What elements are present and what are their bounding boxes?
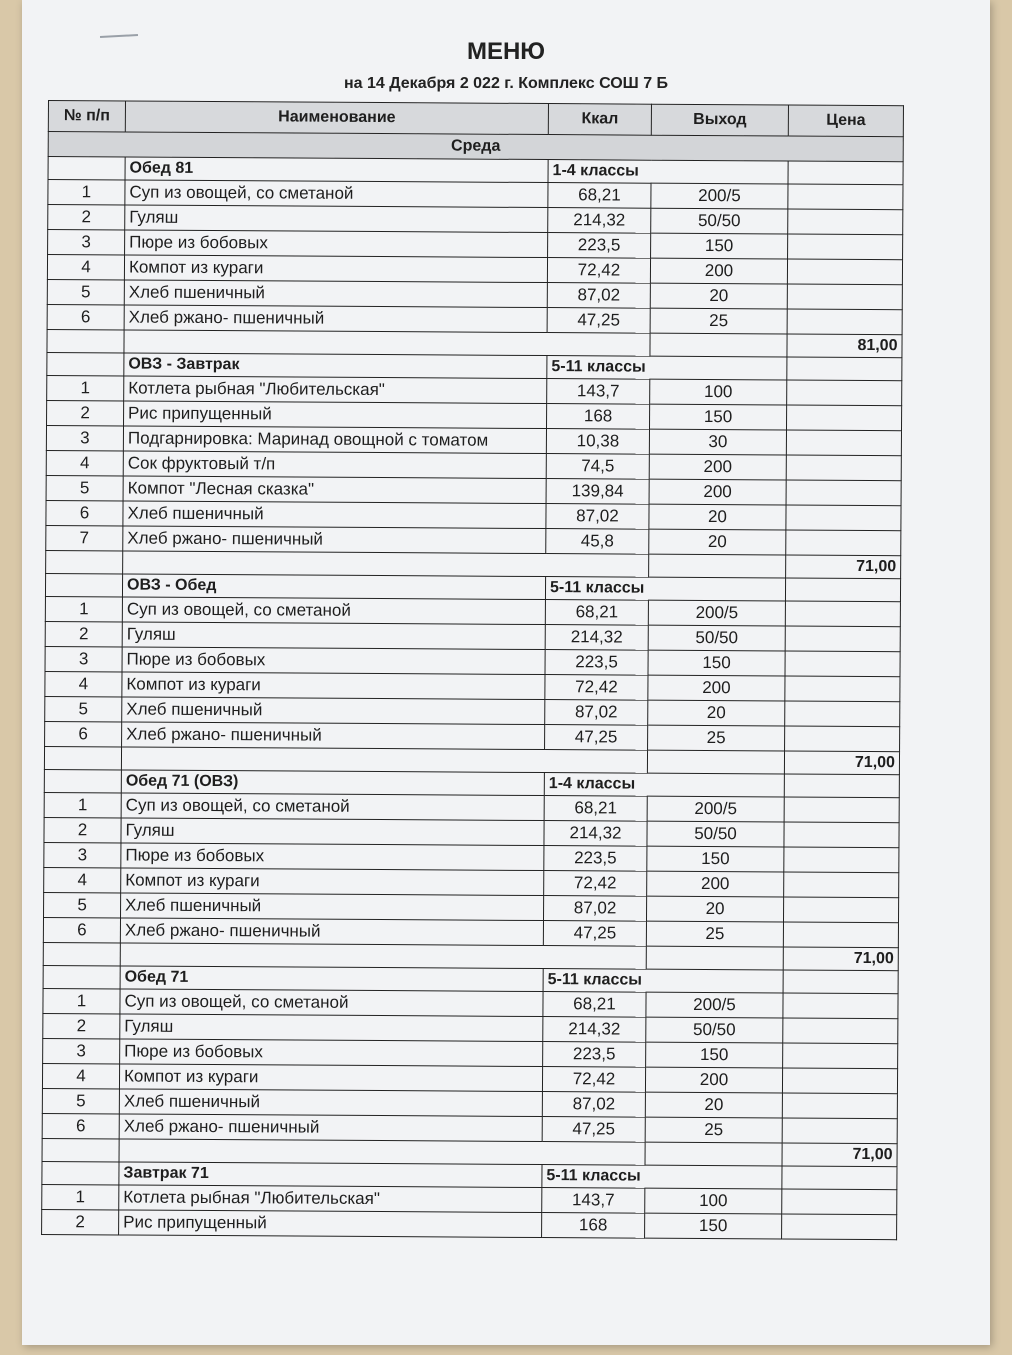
item-price <box>786 405 901 431</box>
total-empty-cell <box>650 333 787 357</box>
item-output: 200 <box>649 454 786 480</box>
total-empty-cell <box>647 750 784 774</box>
item-name: Суп из овощей, со сметаной <box>122 597 545 625</box>
column-header-price: Цена <box>788 105 903 137</box>
section-classes: 5-11 классы <box>545 577 785 601</box>
item-kcal: 214,32 <box>544 821 647 847</box>
item-price <box>783 1043 898 1069</box>
item-number: 5 <box>45 696 122 721</box>
total-empty-cell <box>123 551 649 577</box>
item-price <box>785 651 900 677</box>
item-price <box>786 530 901 556</box>
item-kcal: 87,02 <box>543 896 646 922</box>
item-price <box>788 184 903 210</box>
item-kcal: 68,21 <box>543 992 646 1018</box>
item-kcal: 143,7 <box>547 379 650 405</box>
item-name: Хлеб ржано- пшеничный <box>120 918 543 946</box>
section-total-price: 71,00 <box>782 1143 897 1167</box>
item-number: 2 <box>47 400 124 425</box>
section-classes: 5-11 классы <box>547 356 787 380</box>
item-name: Гуляш <box>120 1014 543 1042</box>
item-name: Гуляш <box>121 818 544 846</box>
item-kcal: 214,32 <box>548 208 651 234</box>
item-output: 150 <box>651 233 788 259</box>
item-name: Котлета рыбная "Любительская" <box>119 1185 542 1213</box>
item-price <box>784 797 899 823</box>
item-price <box>782 1189 897 1215</box>
section-classes: 5-11 классы <box>543 969 783 993</box>
section-price-cell <box>788 161 903 185</box>
item-kcal: 87,02 <box>542 1092 645 1118</box>
total-empty-cell <box>43 942 120 965</box>
section-price-cell <box>785 578 900 602</box>
item-kcal: 87,02 <box>546 504 649 530</box>
item-kcal: 72,42 <box>542 1067 645 1093</box>
item-kcal: 47,25 <box>542 1117 645 1143</box>
item-output: 200 <box>645 1067 782 1093</box>
item-number: 6 <box>45 721 122 746</box>
section-name: Обед 71 (ОВЗ) <box>121 770 544 796</box>
item-name: Хлеб пшеничный <box>121 893 544 921</box>
total-empty-cell <box>646 946 783 970</box>
item-output: 25 <box>650 308 787 334</box>
item-price <box>788 234 903 260</box>
section-no-cell <box>43 965 120 988</box>
header-row <box>48 101 903 137</box>
item-kcal: 68,21 <box>545 600 648 626</box>
section-total-price: 71,00 <box>784 751 899 775</box>
item-price <box>785 701 900 727</box>
section-classes: 1-4 классы <box>548 160 788 184</box>
item-number: 3 <box>45 646 122 671</box>
section-price-cell <box>783 970 898 994</box>
total-empty-cell <box>44 746 121 769</box>
item-output: 200/5 <box>646 992 783 1018</box>
item-number: 3 <box>44 842 121 867</box>
total-empty-cell <box>645 1142 782 1166</box>
item-name: Хлеб ржано- пшеничный <box>123 526 546 554</box>
item-name: Компот из кураги <box>122 672 545 700</box>
item-name: Хлеб пшеничный <box>119 1089 542 1117</box>
item-price <box>787 284 902 310</box>
total-empty-cell <box>120 943 646 969</box>
item-name: Пюре из бобовых <box>125 230 548 258</box>
item-number: 7 <box>46 525 123 550</box>
item-kcal: 214,32 <box>545 625 648 651</box>
section-name: Обед 71 <box>120 966 543 992</box>
item-number: 4 <box>44 867 121 892</box>
item-name: Суп из овощей, со сметаной <box>120 989 543 1017</box>
page-subtitle: на 14 Декабря 2 022 г. Комплекс СОШ 7 Б <box>343 75 669 92</box>
item-price <box>782 1214 897 1240</box>
item-price <box>787 380 902 406</box>
item-output: 150 <box>647 846 784 872</box>
item-output: 200 <box>648 675 785 701</box>
item-kcal: 139,84 <box>546 479 649 505</box>
section-price-cell <box>784 774 899 798</box>
column-header-name: Наименование <box>125 101 548 135</box>
item-kcal: 168 <box>547 404 650 430</box>
section-total-price: 71,00 <box>783 947 898 971</box>
item-name: Суп из овощей, со сметаной <box>125 180 548 208</box>
item-kcal: 223,5 <box>544 846 647 872</box>
item-price <box>786 430 901 456</box>
item-output: 100 <box>650 379 787 405</box>
item-price <box>783 993 898 1019</box>
item-price <box>783 1018 898 1044</box>
item-kcal: 74,5 <box>546 454 649 480</box>
item-number: 1 <box>48 180 125 205</box>
item-output: 200 <box>649 479 786 505</box>
item-kcal: 223,5 <box>545 650 648 676</box>
item-kcal: 68,21 <box>548 183 651 209</box>
section-no-cell <box>42 1161 119 1184</box>
item-price <box>782 1093 897 1119</box>
item-number: 4 <box>46 450 123 475</box>
item-number: 5 <box>44 892 121 917</box>
item-kcal: 68,21 <box>544 796 647 822</box>
item-output: 200/5 <box>647 796 784 822</box>
item-number: 1 <box>47 375 124 400</box>
item-output: 50/50 <box>646 1017 783 1043</box>
item-kcal: 10,38 <box>546 429 649 455</box>
item-number: 2 <box>42 1209 119 1234</box>
column-header-output: Выход <box>651 104 788 136</box>
item-name: Хлеб ржано- пшеничный <box>122 722 545 750</box>
item-price <box>785 626 900 652</box>
item-kcal: 45,8 <box>546 529 649 555</box>
item-name: Суп из овощей, со сметаной <box>121 793 544 821</box>
item-name: Рис припущенный <box>124 401 547 429</box>
item-kcal: 72,42 <box>545 675 648 701</box>
section-price-cell <box>782 1166 897 1190</box>
total-empty-cell <box>124 330 650 356</box>
item-name: Компот "Лесная сказка" <box>123 476 546 504</box>
item-number: 2 <box>45 621 122 646</box>
item-name: Хлеб ржано- пшеничный <box>124 305 547 333</box>
item-name: Хлеб ржано- пшеничный <box>119 1114 542 1142</box>
item-price <box>784 872 899 898</box>
item-number: 6 <box>43 917 120 942</box>
item-name: Хлеб пшеничный <box>123 501 546 529</box>
item-kcal: 87,02 <box>547 283 650 309</box>
item-number: 3 <box>43 1038 120 1063</box>
item-name: Пюре из бобовых <box>120 1039 543 1067</box>
item-name: Котлета рыбная "Любительская" <box>124 376 547 404</box>
item-number: 5 <box>46 475 123 500</box>
item-price <box>786 455 901 481</box>
item-kcal: 168 <box>542 1213 645 1239</box>
total-empty-cell <box>42 1138 119 1161</box>
section-no-cell <box>44 769 121 792</box>
item-price <box>785 726 900 752</box>
item-output: 20 <box>645 1092 782 1118</box>
item-kcal: 223,5 <box>543 1042 646 1068</box>
item-number: 1 <box>43 988 120 1013</box>
item-price <box>785 601 900 627</box>
item-output: 150 <box>646 1042 783 1068</box>
item-price <box>788 209 903 235</box>
item-output: 20 <box>648 700 785 726</box>
item-kcal: 143,7 <box>542 1188 645 1214</box>
section-no-cell <box>45 573 122 596</box>
item-output: 25 <box>646 921 783 947</box>
item-name: Хлеб пшеничный <box>124 280 547 308</box>
item-output: 150 <box>645 1213 782 1239</box>
item-name: Подгарнировка: Маринад овощной с томатом <box>123 426 546 454</box>
item-name: Компот из кураги <box>124 255 547 283</box>
item-name: Компот из кураги <box>121 868 544 896</box>
table-row <box>42 1209 897 1239</box>
item-name: Пюре из бобовых <box>122 647 545 675</box>
item-number: 4 <box>47 255 124 280</box>
item-number: 1 <box>45 596 122 621</box>
item-kcal: 47,25 <box>545 725 648 751</box>
item-number: 6 <box>46 500 123 525</box>
item-number: 3 <box>48 230 125 255</box>
menu-table <box>41 100 904 1240</box>
section-no-cell <box>47 352 124 375</box>
item-price <box>786 505 901 531</box>
item-output: 30 <box>649 429 786 455</box>
item-output: 200 <box>647 871 784 897</box>
section-name: ОВЗ - Обед <box>122 574 545 600</box>
item-output: 50/50 <box>651 208 788 234</box>
day-label: Среда <box>48 132 903 162</box>
item-number: 2 <box>44 817 121 842</box>
total-empty-cell <box>649 554 786 578</box>
item-name: Гуляш <box>125 205 548 233</box>
item-output: 150 <box>648 650 785 676</box>
item-kcal: 47,25 <box>543 921 646 947</box>
item-number: 2 <box>48 205 125 230</box>
total-empty-cell <box>47 329 124 352</box>
item-name: Компот из кураги <box>119 1064 542 1092</box>
section-total-price: 71,00 <box>786 555 901 579</box>
item-price <box>784 847 899 873</box>
item-number: 4 <box>42 1063 119 1088</box>
page-title: МЕНЮ <box>466 38 546 65</box>
item-price <box>782 1118 897 1144</box>
total-empty-cell <box>46 550 123 573</box>
item-output: 25 <box>648 725 785 751</box>
section-name: ОВЗ - Завтрак <box>124 353 547 379</box>
item-output: 100 <box>645 1188 782 1214</box>
item-output: 200/5 <box>651 183 788 209</box>
item-output: 25 <box>645 1117 782 1143</box>
item-output: 200 <box>650 258 787 284</box>
total-empty-cell <box>121 747 647 773</box>
item-price <box>783 922 898 948</box>
item-number: 1 <box>42 1184 119 1209</box>
item-price <box>787 259 902 285</box>
item-name: Сок фруктовый т/п <box>123 451 546 479</box>
item-number: 5 <box>47 279 124 304</box>
item-price <box>786 480 901 506</box>
item-number: 5 <box>42 1088 119 1113</box>
section-name: Обед 81 <box>125 157 548 183</box>
item-name: Рис припущенный <box>119 1210 542 1238</box>
item-number: 2 <box>43 1013 120 1038</box>
section-price-cell <box>787 357 902 381</box>
item-output: 20 <box>649 504 786 530</box>
item-price <box>785 676 900 702</box>
item-output: 50/50 <box>647 821 784 847</box>
item-name: Хлеб пшеничный <box>122 697 545 725</box>
section-name: Завтрак 71 <box>119 1162 542 1188</box>
item-name: Пюре из бобовых <box>121 843 544 871</box>
item-number: 1 <box>44 792 121 817</box>
section-classes: 5-11 классы <box>542 1165 782 1189</box>
total-empty-cell <box>119 1139 645 1165</box>
item-kcal: 72,42 <box>544 871 647 897</box>
column-header-kcal: Ккал <box>548 104 651 136</box>
section-no-cell <box>48 157 125 180</box>
item-output: 20 <box>650 283 787 309</box>
item-number: 6 <box>42 1113 119 1138</box>
item-price <box>784 822 899 848</box>
item-kcal: 214,32 <box>543 1017 646 1043</box>
item-number: 3 <box>46 425 123 450</box>
item-number: 4 <box>45 671 122 696</box>
item-kcal: 87,02 <box>545 700 648 726</box>
column-header-no: № п/п <box>48 101 125 132</box>
item-output: 50/50 <box>648 625 785 651</box>
item-output: 20 <box>649 529 786 555</box>
item-price <box>783 897 898 923</box>
section-classes: 1-4 классы <box>544 773 784 797</box>
item-price <box>787 309 902 335</box>
item-kcal: 47,25 <box>547 308 650 334</box>
menu-table-wrapper <box>41 100 898 1240</box>
item-name: Гуляш <box>122 622 545 650</box>
item-kcal: 223,5 <box>548 233 651 259</box>
item-output: 150 <box>650 404 787 430</box>
menu-body <box>42 132 904 1240</box>
item-output: 200/5 <box>648 600 785 626</box>
item-number: 6 <box>47 304 124 329</box>
section-total-price: 81,00 <box>787 334 902 358</box>
item-price <box>782 1068 897 1094</box>
item-output: 20 <box>646 896 783 922</box>
item-kcal: 72,42 <box>547 258 650 284</box>
